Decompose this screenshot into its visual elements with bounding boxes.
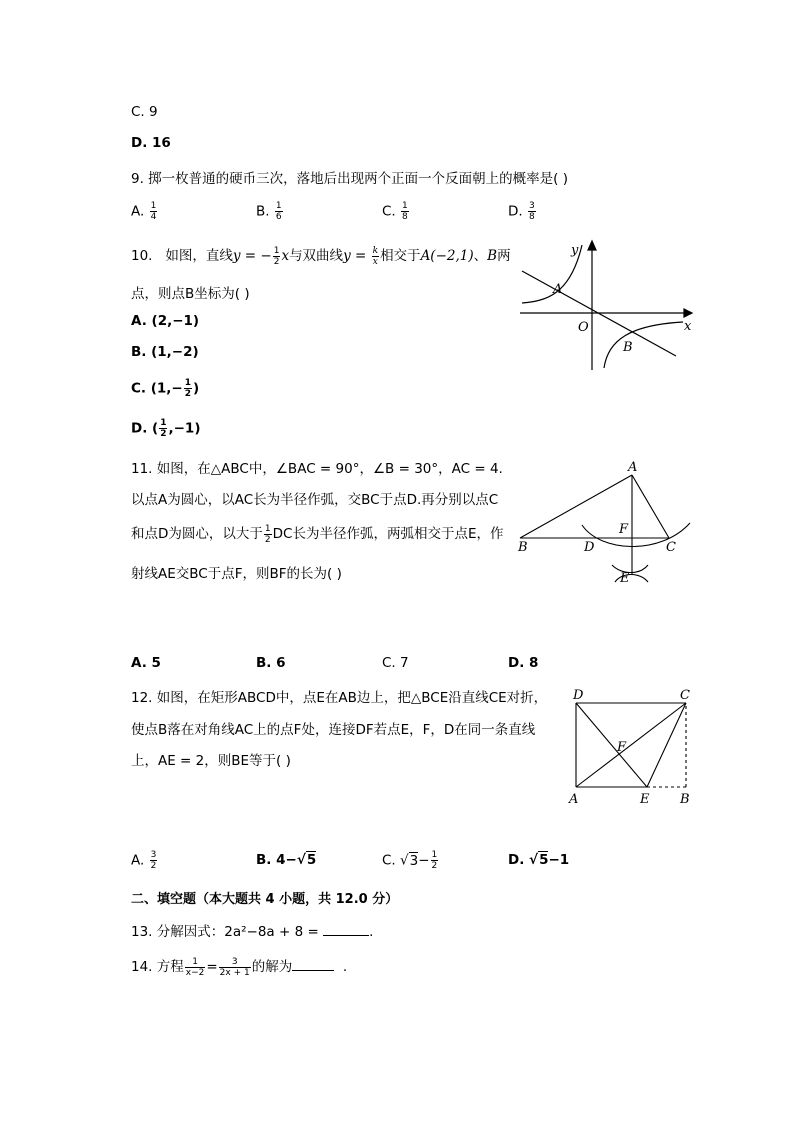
q12-label-D: D (573, 688, 584, 703)
q12-option-d: D. √5−1 (508, 852, 570, 868)
q11-label-E: E (620, 571, 630, 586)
q12-stem-line1: 12. 如图，在矩形ABCD中，点E在AB边上，把△BCE沿直线CE对折， (131, 690, 548, 706)
q12-segment-CE (647, 703, 686, 787)
q12-segment-DE (576, 703, 647, 787)
q8-option-c: C. 9 (131, 104, 158, 120)
q10-option-c: C. (1,− $\frac{1}{2}$ ) (131, 378, 200, 399)
q13-answer-blank[interactable] (323, 922, 369, 936)
q12-label-F: F (617, 740, 627, 755)
q11-option-a: A. 5 (131, 655, 161, 671)
q11-option-b: B. 6 (256, 655, 286, 671)
q11-option-d: D. 8 (508, 655, 539, 671)
q11-label-D: D (584, 540, 595, 555)
q10-label-A: A (553, 282, 563, 297)
q9-option-c: C. $\frac{1}{8}$ (382, 201, 408, 222)
q10-option-b: B. (1,−2) (131, 344, 199, 360)
q8-option-d: D. 16 (131, 135, 171, 151)
q12-diagonal-AC (576, 703, 686, 787)
q14-stem: 14. 方程 $\frac{1}{x-2}$ = $\frac{3}{2x + 1}$ 的解为 . (131, 956, 348, 978)
q11-stem-line1: 11. 如图，在△ABC中，∠BAC = 90°，∠B = 30°，AC = 4. (131, 461, 503, 477)
q10-label-x: x (684, 319, 692, 334)
section-2-heading: 二、填空题（本大题共 4 小题，共 12.0 分） (131, 892, 399, 907)
q11-stem-line2: 以点A为圆心，以AC长为半径作弧，交BC于点D.再分别以点C (131, 492, 499, 508)
q12-label-E: E (640, 792, 650, 807)
q11-label-A: A (628, 460, 638, 475)
q11-label-B: B (518, 540, 528, 555)
q10-stem-line1: 10. 如图，直线y = − $\frac{1}{2}$ x与双曲线y = $\frac{k}{x}$ 相交于A(−2,1)、B两 (131, 245, 511, 267)
q10-option-a: A. (2,−1) (131, 313, 200, 329)
q12-stem-line2: 使点B落在对角线AC上的点F处，连接DF若点E，F，D在同一条直线 (131, 722, 536, 738)
q12-stem-line3: 上，AE = 2，则BE等于( ) (131, 753, 291, 769)
q12-option-a: A. $\frac{3}{2}$ (131, 850, 157, 871)
q10-label-B: B (623, 340, 633, 355)
q9-option-a: A. $\frac{1}{4}$ (131, 201, 157, 222)
q9-option-b: B. $\frac{1}{6}$ (256, 201, 282, 222)
q11-label-F: F (619, 522, 629, 537)
q13-stem: 13. 分解因式：2a²−8a + 8 = . (131, 924, 374, 940)
q11-stem-line4: 射线AE交BC于点F，则BF的长为( ) (131, 566, 342, 582)
q12-option-c: C. √3− $\frac{1}{2}$ (382, 850, 438, 871)
q12-label-C: C (680, 688, 690, 703)
q12-label-A: A (569, 792, 579, 807)
q14-answer-blank[interactable] (292, 957, 334, 971)
q9-stem: 9. 掷一枚普通的硬币三次，落地后出现两个正面一个反面朝上的概率是( ) (131, 171, 568, 187)
q10-option-d: D. ( $\frac{1}{2}$ ,−1) (131, 418, 201, 439)
q9-option-d: D. $\frac{3}{8}$ (508, 201, 535, 222)
q11-option-c: C. 7 (382, 655, 409, 671)
q10-label-y: y (571, 243, 579, 258)
q12-label-B: B (680, 792, 690, 807)
q10-label-O: O (578, 320, 589, 335)
q11-stem-line3: 和点D为圆心，以大于 $\frac{1}{2}$ DC长为半径作弧，两弧相交于点E，作 (131, 523, 504, 545)
q10-stem-line2: 点，则点B坐标为( ) (131, 286, 250, 302)
q11-label-C: C (666, 540, 676, 555)
q12-option-b: B. 4−√5 (256, 852, 317, 868)
